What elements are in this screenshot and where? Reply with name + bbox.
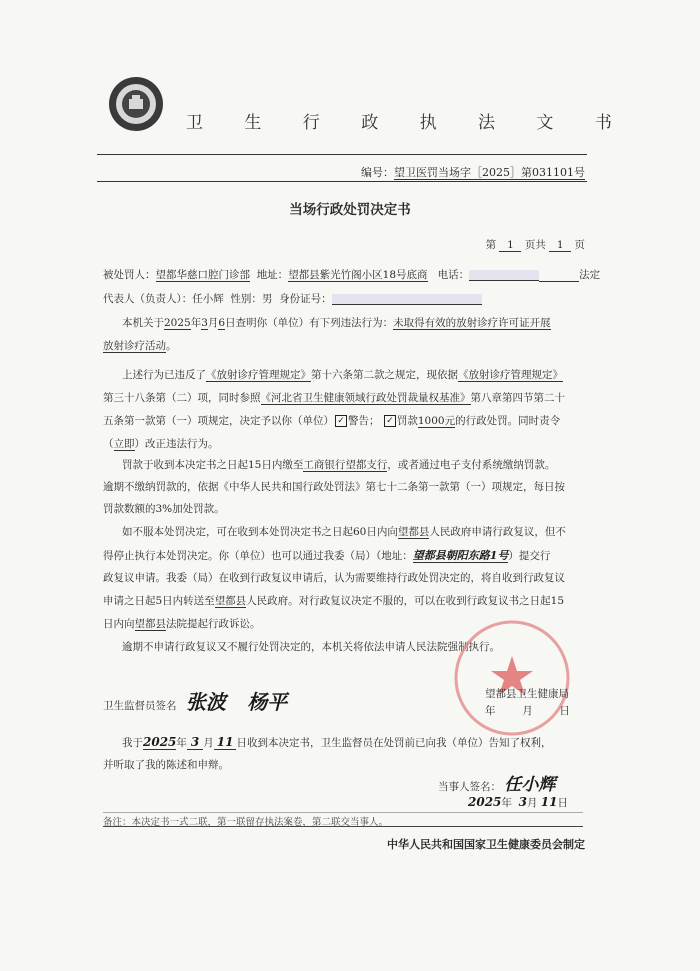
receipt-line-2: 并听取了我的陈述和申辩。 <box>103 759 229 771</box>
remark-rule-bottom <box>103 826 583 827</box>
docno-rule <box>97 181 587 182</box>
inspector-signature-2: 杨平 <box>247 690 288 714</box>
redacted-id-number <box>332 294 482 305</box>
remark-rule-top <box>103 812 583 813</box>
document-header-title: 卫 生 行 政 执 法 文 书 <box>186 113 630 133</box>
issuer-footer: 中华人民共和国国家卫生健康委员会制定 <box>387 838 585 851</box>
para4-line-2: 得停止执行本处罚决定。你（单位）也可以通过我委（局）（地址：望都县朝阳东路1号）提交行 <box>103 549 551 562</box>
fine-checkbox: ✓ <box>384 415 396 427</box>
official-seal <box>452 618 572 738</box>
para2-line-1: 上述行为已违反了《放射诊疗管理规定》第十六条第二款之规定，现依据《放射诊疗管理规定》 <box>122 369 563 381</box>
para4-line-5: 日内向望都县法院提起行政诉讼。 <box>103 618 261 630</box>
inspector-signature-row: 卫生监督员签名 张波 杨平 <box>103 690 288 714</box>
agency-name: 望都县卫生健康局 <box>485 688 569 700</box>
para3-line-1: 罚款于收到本决定书之日起15日内缴至工商银行望都支行，或者通过电子支付系统缴纳罚款。 <box>122 459 556 471</box>
document-number: 编号：望卫医罚当场字［2025］第031101号 <box>361 166 585 179</box>
para1-line-1: 本机关于2025年3月6日查明你（单位）有下列违法行为：未取得有效的放射诊疗许可证开展 <box>122 317 551 329</box>
redacted-phone <box>469 270 539 281</box>
agency-date: 年 月 日 <box>485 705 570 717</box>
para3-line-3: 罚款数额的3%加处罚款。 <box>103 503 225 515</box>
warning-checkbox: ✓ <box>335 415 347 427</box>
party-sign-date: 2025年 3月 11日 <box>468 795 568 809</box>
remark: 备注：本决定书一式二联，第一联留存执法案卷，第二联交当事人。 <box>103 817 389 828</box>
para2-line-2: 第三十八条第（二）项，同时参照《河北省卫生健康领域行政处罚裁量权基准》第八章第四节第二十 <box>103 392 565 404</box>
page-title: 当场行政处罚决定书 <box>289 202 411 218</box>
inspector-signature-1: 张波 <box>185 690 226 714</box>
para4-line-3: 政复议申请。我委（局）在收到行政复议申请后，认为需要维持行政处罚决定的，将自收到行政复议 <box>103 572 565 584</box>
para5: 逾期不申请行政复议又不履行处罚决定的，本机关将依法申请人民法院强制执行。 <box>122 641 500 653</box>
para3-line-2: 逾期不缴纳罚款的，依据《中华人民共和国行政处罚法》第七十二条第一款第（一）项规定，每日按 <box>103 481 565 493</box>
receipt-line-1: 我于2025年 3 月 11 日收到本决定书，卫生监督员在处罚前已向我（单位）告知了权利， <box>122 735 552 749</box>
para1-line-2: 放射诊疗活动。 <box>103 340 177 352</box>
national-emblem-icon <box>108 76 164 132</box>
party-line-1: 被处罚人：望都华慈口腔门诊部 地址：望都县紫光竹阁小区18号底商 电话： 法定 <box>103 269 601 281</box>
party-signature: 任小辉 <box>504 775 556 795</box>
party-signature-row: 当事人签名： 任小辉 <box>438 775 556 795</box>
para2-line-4: （立即）改正违法行为。 <box>103 438 219 450</box>
header-rule <box>97 154 587 155</box>
page-number: 第 1 页共 1 页 <box>485 239 585 251</box>
para2-line-3: 五条第一款第（一）项规定，决定予以你（单位） ✓ 警告； ✓ 罚款1000元的行政处罚。同时责令 <box>103 415 561 427</box>
para4-line-4: 申请之日起5日内转送至望都县人民政府。对行政复议决定不服的，可以在收到行政复议书之日起15 <box>103 595 565 607</box>
para4-line-1: 如不服本处罚决定，可在收到本处罚决定书之日起60日内向望都县人民政府申请行政复议，但不 <box>122 526 566 538</box>
party-line-2: 代表人（负责人）：任小辉 性别：男 身份证号： <box>103 291 482 306</box>
